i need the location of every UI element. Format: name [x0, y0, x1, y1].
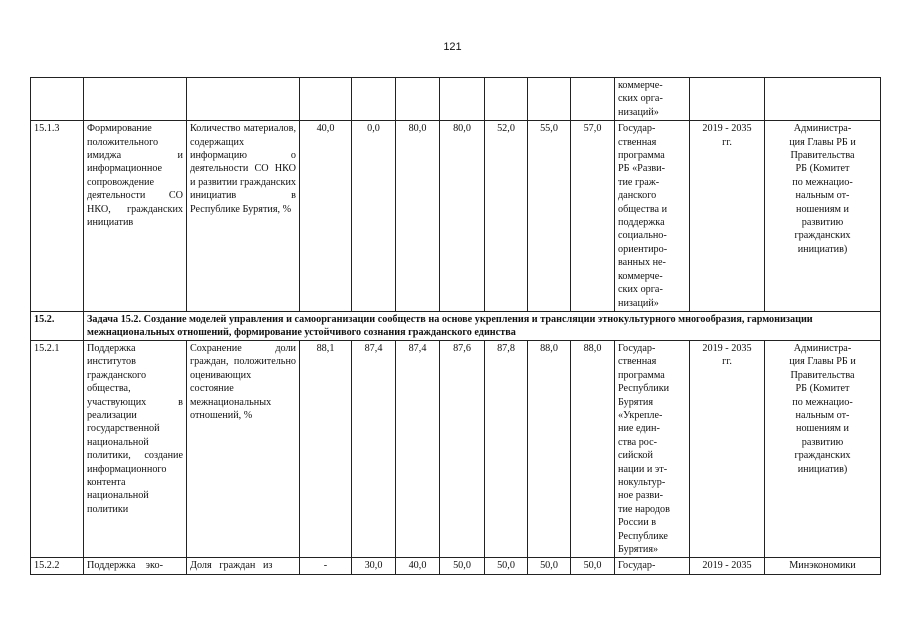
table-row — [31, 558, 881, 574]
cell-period: 2019 - 2035 — [690, 558, 765, 574]
cell-num: 15.2.2 — [31, 558, 84, 574]
cell-value — [396, 78, 440, 121]
cell-name: Формирование положительного имиджа и информационное сопровождение деятельности СО НКО, гражданских инициатив — [84, 121, 187, 312]
page-number: 121 — [443, 41, 462, 53]
cell-num — [31, 78, 84, 121]
cell-value: 55,0 — [528, 121, 571, 312]
cell-executor: Администра- ция Главы РБ и Правительства РБ (Комитет по межнацио- нальным от- ношениям и развитию гражданских инициатив) — [765, 121, 881, 312]
cell-period: 2019 - 2035 гг. — [690, 340, 765, 558]
cell-executor — [765, 78, 881, 121]
cell-indicator: Доля граждан из — [187, 558, 300, 574]
table-row — [31, 121, 881, 312]
table-row — [31, 311, 881, 340]
cell-value: 52,0 — [485, 121, 528, 312]
cell-value — [485, 78, 528, 121]
cell-value — [571, 78, 615, 121]
cell-executor: Минэкономики — [765, 558, 881, 574]
cell-value — [300, 78, 352, 121]
cell-value: 50,0 — [485, 558, 528, 574]
cell-indicator: Сохранение доли граждан, положительно оценивающих состояние межнациональных отношений, % — [187, 340, 300, 558]
cell-indicator — [187, 78, 300, 121]
cell-value: 50,0 — [571, 558, 615, 574]
cell-value: 57,0 — [571, 121, 615, 312]
cell-program: коммерче- ских орга- низаций» — [615, 78, 690, 121]
cell-value: 80,0 — [396, 121, 440, 312]
cell-value: 87,8 — [485, 340, 528, 558]
cell-program: Государ- ственная программа Республики Бурятия «Укрепле- ние един- ства рос- сийской нации и эт- нокультур- ное разви- тие народов России в Республике Бурятия» — [615, 340, 690, 558]
cell-value: 80,0 — [440, 121, 485, 312]
cell-value: 40,0 — [396, 558, 440, 574]
cell-value: 0,0 — [352, 121, 396, 312]
cell-value: 40,0 — [300, 121, 352, 312]
cell-value — [528, 78, 571, 121]
cell-value: 50,0 — [440, 558, 485, 574]
cell-program: Государ- — [615, 558, 690, 574]
cell-value: 88,0 — [571, 340, 615, 558]
cell-value: 88,0 — [528, 340, 571, 558]
cell-period — [690, 78, 765, 121]
table-row — [31, 78, 881, 121]
cell-name — [84, 78, 187, 121]
cell-indicator: Количество материалов, содержащих информацию о деятельности СО НКО и развитии гражданских инициатив в Республике Бурятия, % — [187, 121, 300, 312]
cell-num: 15.2.1 — [31, 340, 84, 558]
cell-value: 87,6 — [440, 340, 485, 558]
table-row — [31, 340, 881, 558]
cell-value: 87,4 — [352, 340, 396, 558]
cell-period: 2019 - 2035 гг. — [690, 121, 765, 312]
task-heading: Задача 15.2. Создание моделей управления и самоорганизации сообществ на основе укрепления и трансляции этнокультурного многообразия, гармонизации межнациональных отношений, формирование устойчивого сознания гражданского единства — [84, 311, 881, 340]
cell-name: Поддержка эко- — [84, 558, 187, 574]
cell-name: Поддержка институтов гражданского общества, участвующих в реализации государственной национальной политики, создание информационного контента национальной политики — [84, 340, 187, 558]
program-table — [30, 77, 881, 575]
cell-value: - — [300, 558, 352, 574]
cell-num: 15.2. — [31, 311, 84, 340]
cell-value: 50,0 — [528, 558, 571, 574]
cell-value: 30,0 — [352, 558, 396, 574]
cell-value — [352, 78, 396, 121]
cell-value: 88,1 — [300, 340, 352, 558]
cell-value: 87,4 — [396, 340, 440, 558]
cell-num: 15.1.3 — [31, 121, 84, 312]
cell-executor: Администра- ция Главы РБ и Правительства РБ (Комитет по межнацио- нальным от- ношениям и развитию гражданских инициатив) — [765, 340, 881, 558]
cell-value — [440, 78, 485, 121]
cell-program: Государ- ственная программа РБ «Разви- тие граж- данского общества и поддержка социально- ориентиро- ванных не- коммерче- ских орга- низаций» — [615, 121, 690, 312]
